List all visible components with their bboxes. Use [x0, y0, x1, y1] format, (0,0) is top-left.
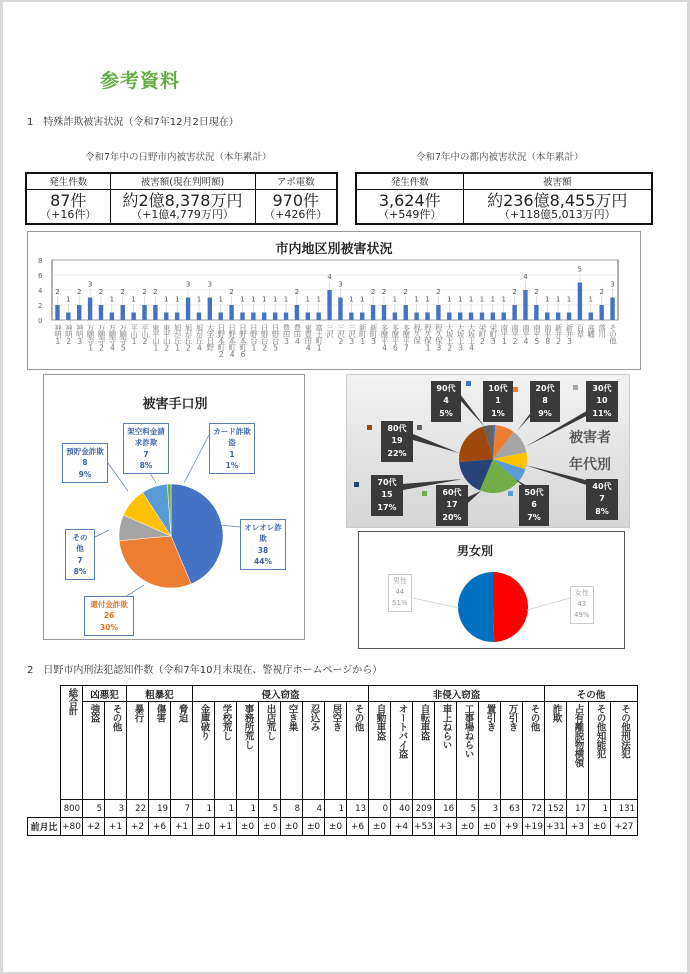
- gender-label-female: 女性 43 49%: [570, 586, 594, 624]
- age-pie-chart: [346, 374, 630, 528]
- svg-text:1: 1: [196, 295, 202, 304]
- x-tick-label: 万願寺1: [86, 324, 96, 352]
- x-tick-label: 神明3: [75, 324, 85, 345]
- x-tick-label: 大坂上2: [445, 324, 455, 352]
- table-cell-value: 1: [215, 800, 237, 818]
- section1-heading: 1 特殊詐欺被害状況（令和7年12月2日現在）: [27, 117, 239, 128]
- tokyo-header-count: 発生件数: [356, 173, 463, 189]
- crime-stats-table: [27, 685, 638, 836]
- x-tick-label: 南平2: [510, 324, 520, 345]
- svg-text:3: 3: [207, 280, 213, 289]
- table-cell-diff: +1: [215, 818, 237, 836]
- svg-text:1: 1: [240, 295, 245, 304]
- column-header: 傷害: [149, 702, 171, 800]
- table-cell-value: 1: [325, 800, 347, 818]
- table-cell-value: 40: [391, 800, 413, 818]
- x-tick-label: 日野本町6: [238, 324, 248, 358]
- tokyo-summary-table: [355, 172, 653, 225]
- total-header: 総合計: [61, 686, 83, 800]
- table-cell-diff: +53: [413, 818, 435, 836]
- table-cell-diff: +6: [347, 818, 369, 836]
- svg-text:1: 1: [272, 295, 278, 304]
- svg-text:1: 1: [392, 295, 398, 304]
- gender-label-male: 男性 44 51%: [388, 574, 412, 612]
- column-header: 万引き: [501, 702, 523, 800]
- column-header: 学校荒し: [215, 702, 237, 800]
- table-cell-value: 5: [83, 800, 105, 818]
- svg-text:2: 2: [153, 288, 158, 296]
- x-tick-label: その他: [608, 324, 618, 344]
- svg-text:1: 1: [457, 295, 463, 304]
- table-cell-value: 1: [193, 800, 215, 818]
- table-cell-value: 19: [149, 800, 171, 818]
- district-bar-chart: [27, 231, 641, 370]
- x-tick-label: 多摩平6: [390, 324, 400, 352]
- column-header: 工事場ねらい: [457, 702, 479, 800]
- svg-text:2: 2: [294, 288, 300, 296]
- age-pie-title: 被害者 年代別: [569, 430, 611, 473]
- age-label-90s: 90代 4 5%: [431, 381, 461, 422]
- group-header: 凶悪犯: [83, 686, 127, 702]
- column-header: 暴行: [127, 702, 149, 800]
- svg-text:3: 3: [87, 280, 93, 289]
- x-tick-label: 旭が丘1: [173, 324, 183, 352]
- tokyo-header-amount: 被害額: [463, 173, 652, 189]
- svg-text:1: 1: [109, 295, 115, 304]
- svg-text:2: 2: [534, 288, 539, 296]
- table-cell-diff: +3: [567, 818, 589, 836]
- svg-text:2: 2: [370, 288, 376, 296]
- x-tick-label: 日野台1: [249, 324, 259, 352]
- svg-text:2: 2: [403, 288, 408, 296]
- group-header: 粗暴犯: [127, 686, 193, 702]
- column-header: その他: [347, 702, 369, 800]
- table-cell-diff: +3: [435, 818, 457, 836]
- gender-pie-title: 男女別: [457, 544, 494, 558]
- table-cell-value: 1: [589, 800, 611, 818]
- table-cell-diff: ±0: [325, 818, 347, 836]
- x-tick-label: 程久保3: [434, 324, 444, 352]
- svg-text:6: 6: [38, 272, 43, 280]
- column-header: 車上ねらい: [435, 702, 457, 800]
- x-tick-label: 旭が丘4: [194, 324, 204, 352]
- x-tick-label: 万願寺2: [96, 324, 106, 352]
- hino-header-count: 発生件数: [26, 173, 110, 189]
- x-tick-label: 新井3: [565, 324, 575, 345]
- x-tick-label: 万願寺4: [107, 324, 117, 352]
- x-tick-label: 三沢: [325, 324, 335, 337]
- x-tick-label: 大坂上4: [467, 324, 477, 352]
- svg-text:4: 4: [327, 273, 332, 281]
- x-tick-label: 大坂上3: [456, 324, 466, 352]
- table-cell-diff: +27: [611, 818, 638, 836]
- method-pie-title: 被害手口別: [142, 397, 208, 412]
- svg-text:2: 2: [599, 288, 604, 296]
- x-tick-label: 東平山2: [162, 324, 172, 352]
- table-cell-diff: ±0: [303, 818, 325, 836]
- age-label-40s: 40代 7 8%: [586, 479, 618, 520]
- x-tick-label: 南平1: [499, 324, 509, 345]
- svg-text:1: 1: [588, 295, 594, 304]
- column-header: その他知能犯: [589, 702, 611, 800]
- x-tick-label: 旭が丘2: [184, 324, 194, 352]
- group-header: その他: [545, 686, 638, 702]
- column-header: 自転車盗: [413, 702, 435, 800]
- x-tick-label: 万願寺5: [118, 324, 128, 352]
- table-cell-value: 209: [413, 800, 435, 818]
- table-cell-diff: ±0: [479, 818, 501, 836]
- method-label-kaku: 架空料金請求詐欺 7 8%: [123, 423, 169, 474]
- hino-amount-cell: 約2億8,378万円 （+1億4,779万円）: [110, 189, 255, 224]
- table-cell-value: 63: [501, 800, 523, 818]
- svg-text:2: 2: [76, 288, 82, 296]
- svg-text:1: 1: [174, 295, 180, 304]
- svg-text:1: 1: [316, 295, 321, 304]
- svg-text:1: 1: [425, 295, 430, 304]
- table-cell-diff: +31: [545, 818, 567, 836]
- column-header: 詐欺: [545, 702, 567, 800]
- svg-text:2: 2: [38, 302, 43, 310]
- tokyo-summary-caption: 令和7年中の都内被害状況（本年累計）: [416, 152, 584, 163]
- svg-text:2: 2: [381, 288, 387, 296]
- table-cell-value: 5: [259, 800, 281, 818]
- table-cell-value: 13: [347, 800, 369, 818]
- table-cell-diff: ±0: [281, 818, 303, 836]
- method-pie-chart: [43, 374, 305, 640]
- table-cell-value: 22: [127, 800, 149, 818]
- table-cell-diff: ±0: [259, 818, 281, 836]
- svg-text:3: 3: [338, 280, 343, 289]
- table-cell-diff: +2: [83, 818, 105, 836]
- x-tick-label: 程久保1: [423, 324, 433, 352]
- svg-text:5: 5: [577, 265, 583, 274]
- column-header: 脅迫: [171, 702, 193, 800]
- section2-heading: 2 日野市内刑法犯認知件数（令和7年10月末現在、警視庁ホームページから）: [27, 665, 383, 676]
- x-tick-label: 日野本町2: [216, 324, 226, 358]
- column-header: 忍込み: [303, 702, 325, 800]
- x-tick-label: 多摩平4: [379, 324, 389, 352]
- x-tick-label: 富士町1: [314, 324, 324, 352]
- age-label-50s: 50代 6 7%: [519, 485, 549, 526]
- hino-summary-caption: 令和7年中の日野市内被害状況（本年累計）: [85, 152, 272, 163]
- bar-chart-x-labels: [28, 324, 642, 370]
- svg-text:1: 1: [555, 295, 561, 304]
- column-header: 空き巣: [281, 702, 303, 800]
- x-tick-label: 豊田3: [282, 324, 292, 345]
- svg-text:1: 1: [447, 295, 452, 304]
- gender-pie-chart: [358, 531, 625, 649]
- x-tick-label: 高幡: [586, 324, 596, 337]
- table-cell-diff: +4: [391, 818, 413, 836]
- svg-text:2: 2: [98, 288, 104, 296]
- x-tick-label: 南平4: [521, 324, 531, 345]
- table-cell-value: 8: [281, 800, 303, 818]
- age-label-10s: 10代 1 1%: [483, 381, 513, 422]
- column-header: 金庫破り: [193, 702, 215, 800]
- group-header: 非侵入窃盗: [369, 686, 545, 702]
- svg-text:1: 1: [479, 295, 485, 304]
- svg-text:3: 3: [185, 280, 191, 289]
- table-cell-value: 1: [237, 800, 259, 818]
- age-label-80s: 80代 19 22%: [381, 421, 413, 462]
- x-tick-label: 多摩平7: [401, 324, 411, 352]
- column-header: 事務所荒し: [237, 702, 259, 800]
- svg-text:1: 1: [131, 295, 136, 304]
- x-tick-label: 大字日野: [205, 324, 215, 350]
- column-header: 出店荒し: [259, 702, 281, 800]
- svg-text:2: 2: [512, 288, 517, 296]
- diff-row-label: 前月比: [28, 818, 61, 836]
- x-tick-label: 落川: [597, 324, 607, 337]
- x-tick-label: 南平5: [532, 324, 542, 345]
- table-cell-diff: ±0: [193, 818, 215, 836]
- table-cell-value: 72: [523, 800, 545, 818]
- column-header: その他: [523, 702, 545, 800]
- x-tick-label: 三沢2: [336, 324, 346, 345]
- svg-text:3: 3: [610, 280, 615, 289]
- svg-text:1: 1: [501, 295, 506, 304]
- hino-header-calls: アポ電数: [255, 173, 337, 189]
- x-tick-label: 日野台2: [260, 324, 270, 352]
- method-label-kanpu: 還付金詐欺 26 30%: [84, 596, 134, 636]
- svg-text:1: 1: [349, 295, 354, 304]
- hino-calls-cell: 970件 （+426件）: [255, 189, 337, 224]
- svg-text:2: 2: [142, 288, 147, 296]
- column-header: 強盗: [83, 702, 105, 800]
- column-header: その他: [105, 702, 127, 800]
- table-cell-value: 4: [303, 800, 325, 818]
- column-header: その他刑法犯: [611, 702, 638, 800]
- table-cell-value: 7: [171, 800, 193, 818]
- x-tick-label: 日野本町4: [227, 324, 237, 358]
- group-header: 侵入窃盗: [193, 686, 369, 702]
- svg-text:1: 1: [468, 295, 474, 304]
- table-cell-diff: +2: [127, 818, 149, 836]
- table-cell-diff: ±0: [457, 818, 479, 836]
- table-cell-value: 16: [435, 800, 457, 818]
- column-header: 占有離脱物横領: [567, 702, 589, 800]
- x-tick-label: 三沢3: [347, 324, 357, 345]
- x-tick-label: 平山2: [140, 324, 150, 345]
- hino-header-amount: 被害額(現在判明額): [110, 173, 255, 189]
- svg-text:1: 1: [251, 295, 256, 304]
- svg-text:8: 8: [38, 257, 43, 265]
- column-header: 居空き: [325, 702, 347, 800]
- x-tick-label: 程久保: [412, 324, 422, 344]
- total-diff: +80: [61, 818, 83, 836]
- svg-text:4: 4: [38, 287, 43, 295]
- method-label-other: その他 7 8%: [65, 529, 95, 580]
- column-header: オートバイ盗: [391, 702, 413, 800]
- x-tick-label: 新町3: [369, 324, 379, 345]
- table-corner: [28, 686, 61, 818]
- x-tick-label: 神明2: [64, 324, 74, 345]
- x-tick-label: 新井2: [554, 324, 564, 345]
- x-tick-label: 栄町3: [488, 324, 498, 345]
- column-header: 置引き: [479, 702, 501, 800]
- svg-text:2: 2: [120, 288, 125, 296]
- table-cell-value: 3: [479, 800, 501, 818]
- table-cell-diff: ±0: [237, 818, 259, 836]
- svg-text:0: 0: [38, 317, 43, 325]
- svg-text:2: 2: [436, 288, 441, 296]
- table-cell-diff: +1: [105, 818, 127, 836]
- svg-text:1: 1: [305, 295, 311, 304]
- table-cell-diff: +9: [501, 818, 523, 836]
- x-tick-label: 東豊田4: [303, 324, 313, 352]
- table-cell-diff: ±0: [589, 818, 611, 836]
- hino-summary-table: [25, 172, 338, 225]
- svg-text:1: 1: [414, 295, 419, 304]
- table-cell-value: 3: [105, 800, 127, 818]
- svg-text:4: 4: [523, 273, 528, 281]
- svg-text:1: 1: [283, 295, 289, 304]
- column-header: 自動車盗: [369, 702, 391, 800]
- total-value: 800: [61, 800, 83, 818]
- x-tick-label: 平山1: [129, 324, 139, 345]
- page-title: 参考資料: [100, 70, 181, 92]
- x-tick-label: 東平山1: [151, 324, 161, 352]
- table-cell-value: 152: [545, 800, 567, 818]
- bar-chart-title: 市内地区別被害状況: [275, 242, 393, 257]
- age-label-60s: 60代 17 20%: [436, 485, 468, 526]
- age-label-70s: 70代 15 17%: [371, 475, 403, 516]
- x-tick-label: 豊田4: [292, 324, 302, 345]
- svg-text:2: 2: [229, 288, 234, 296]
- tokyo-amount-cell: 約236億8,455万円 （+118億5,013万円）: [463, 189, 652, 224]
- document-page: [3, 2, 687, 972]
- method-label-yochokin: 預貯金詐欺 8 9%: [62, 443, 108, 483]
- table-cell-value: 131: [611, 800, 638, 818]
- table-cell-diff: +1: [171, 818, 193, 836]
- x-tick-label: 南平8: [543, 324, 553, 345]
- svg-text:1: 1: [490, 295, 496, 304]
- x-tick-label: 百草: [575, 324, 585, 337]
- age-label-20s: 20代 8 9%: [530, 381, 560, 422]
- x-tick-label: 日野台5: [271, 324, 281, 352]
- tokyo-count-cell: 3,624件 （+549件）: [356, 189, 463, 224]
- svg-text:2: 2: [55, 288, 60, 296]
- svg-text:1: 1: [66, 295, 71, 304]
- svg-text:1: 1: [262, 295, 267, 304]
- x-tick-label: 神明1: [53, 324, 63, 345]
- table-cell-value: 0: [369, 800, 391, 818]
- table-cell-value: 5: [457, 800, 479, 818]
- svg-text:1: 1: [566, 295, 572, 304]
- age-label-30s: 30代 10 11%: [586, 381, 618, 422]
- svg-text:1: 1: [359, 295, 365, 304]
- method-label-oreore: オレオレ詐欺 38 44%: [240, 519, 286, 570]
- svg-text:1: 1: [545, 295, 550, 304]
- table-cell-value: 17: [567, 800, 589, 818]
- method-label-card: カード詐欺盗 1 1%: [209, 423, 255, 474]
- x-tick-label: 新町1: [358, 324, 368, 345]
- svg-text:1: 1: [218, 295, 223, 304]
- x-tick-label: 栄町2: [477, 324, 487, 345]
- svg-text:1: 1: [164, 295, 169, 304]
- table-cell-diff: +19: [523, 818, 545, 836]
- table-cell-diff: ±0: [369, 818, 391, 836]
- hino-count-cell: 87件 （+16件）: [26, 189, 110, 224]
- table-cell-diff: +6: [149, 818, 171, 836]
